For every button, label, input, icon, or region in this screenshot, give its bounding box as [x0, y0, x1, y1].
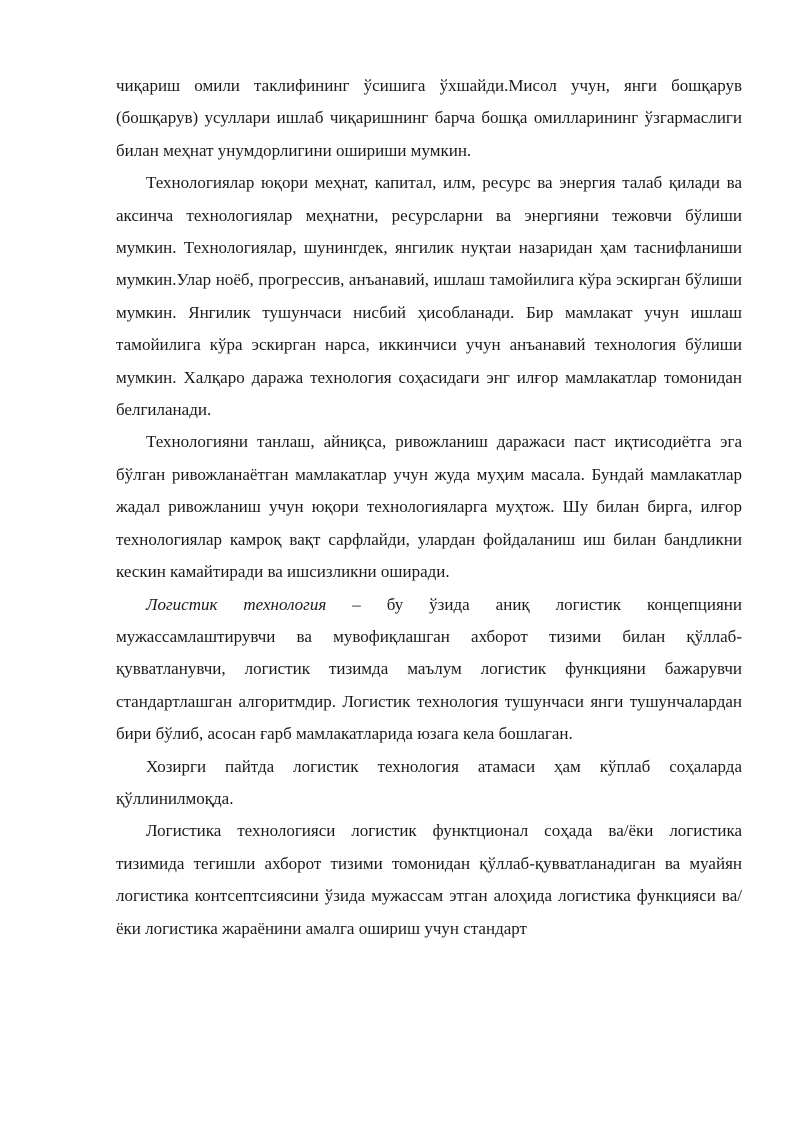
paragraph-continuation: [116, 70, 742, 167]
paragraph-text: Технологиялар юқори меҳнат, капитал, илм, ресурс ва энергия талаб қилади ва аксинча технологиялар меҳнатни, ресурсларни ва энергияни тежовчи бўлиши мумкин. Технологиялар, шунингдек, янгилик нуқтаи назаридан ҳам таснифланиши мумкин.Улар ноёб, прогрессив, анъанавий, ишлаш тамойилига кўра эскирган бўлиши мумкин. Янгилик тушунчаси нисбий ҳисобланади. Бир мамлакат учун ишлаш тамойилига кўра эскирган нарса, иккинчиси учун анъанавий технология бўлиши мумкин. Халқаро даража технология соҳасидаги энг илғор мамлакатлар томонидан белгиланади.: [116, 173, 742, 420]
document-page: [116, 70, 742, 945]
paragraph-technology-types: [116, 167, 742, 426]
paragraph-text: Технологияни танлаш, айниқса, ривожланиш даражаси паст иқтисодиётга эга бўлган ривожланаётган мамлакатлар учун жуда муҳим масала. Бундай мамлакатлар жадал ривожланиш учун юқори технологияларга муҳтож. Шу билан бирга, илғор технологиялар камроқ вақт сарфлайди, улардан фойдаланиш иш билан бандликни кескин камайтиради ва ишсизликни оширади.: [116, 432, 742, 582]
paragraph-text: чиқариш омили таклифининг ўсишига ўхшайди.Мисол учун, янги бошқарув (бошқарув) усуллари ишлаб чиқаришнинг барча бошқа омилларининг ўзгармаслиги билан меҳнат унумдорлигини ошириши мумкин.: [116, 76, 742, 160]
paragraph-logistics-technology: [116, 815, 742, 945]
paragraph-logistic-technology-definition: [116, 589, 742, 751]
paragraph-text: – бу ўзида аниқ логистик концепцияни мужассамлаштирувчи ва мувофиқлашган ахборот тизими билан қўллаб-қувватланувчи, логистик тизимда маълум логистик функцияни бажарувчи стандартлашган алгоритмдир. Логистик технология тушунчаси янги тушунчалардан бири бўлиб, асосан ғарб мамлакатларида юзага кела бошлаган.: [116, 594, 742, 744]
italic-term: Логистик технология: [146, 594, 327, 614]
paragraph-text: Логистика технологияси логистик функтционал соҳада ва/ёки логистика тизимида тегишли ахборот тизими томонидан қўллаб-қувватланадиган ва муайян логистика контсептсиясини ўзида мужассам этган алоҳида логистика функцияси ва/ёки логистика жараёнини амалга ошириш учун стандарт: [116, 821, 742, 938]
paragraph-technology-choice: [116, 426, 742, 588]
paragraph-text: Хозирги пайтда логистик технология атамаси ҳам кўплаб соҳаларда қўллинилмоқда.: [116, 756, 742, 808]
paragraph-current-usage: [116, 751, 742, 816]
